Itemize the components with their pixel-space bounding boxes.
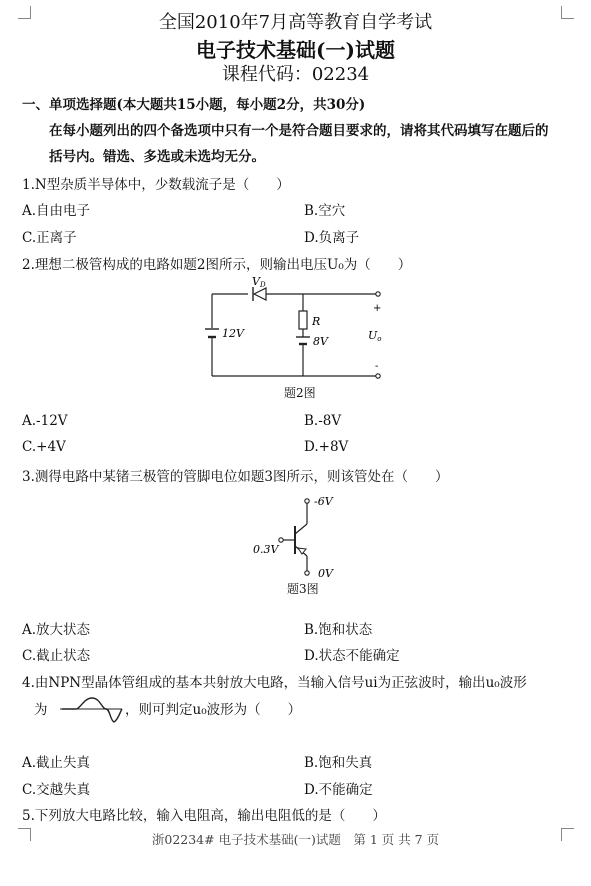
output-terminal-bottom — [376, 374, 380, 378]
question-4-option-c: C.交越失真 — [22, 782, 91, 798]
figure-2-caption: 题2图 — [284, 386, 316, 400]
resistor-icon — [299, 311, 307, 329]
question-4-stem: 4.由NPN型晶体管组成的基本共射放大电路，当输入信号ui为正弦波时，输出u₀波形 — [22, 675, 527, 691]
question-4-stem-prefix: 为 — [34, 702, 48, 718]
question-5-stem: 5.下列放大电路比较，输入电阻高，输出电阻低的是（ ） — [22, 808, 386, 824]
emitter-arrow-icon — [298, 548, 306, 554]
section-heading: 一、单项选择题(本大题共15小题，每小题2分，共30分) — [22, 97, 366, 113]
question-4-option-a: A.截止失真 — [22, 755, 91, 771]
collector-voltage-label: -6V — [314, 495, 333, 508]
question-1-stem: 1.N型杂质半导体中，少数载流子是（ ） — [22, 177, 290, 193]
question-1-option-a: A.自由电子 — [22, 203, 91, 219]
question-3-stem: 3.测得电路中某锗三极管的管脚电位如题3图所示，则该管处在（ ） — [22, 469, 449, 485]
course-title: 电子技术基础(一)试题 — [196, 38, 395, 62]
page-footer: 浙02234# 电子技术基础(一)试题 第 1 页 共 7 页 — [151, 832, 440, 847]
output-voltage-label: Uo — [368, 329, 382, 343]
question-3-option-a: A.放大状态 — [22, 622, 91, 638]
figure-3-caption: 题3图 — [287, 582, 319, 596]
question-1-option-c: C.正离子 — [22, 230, 77, 246]
battery-12v-label: 12V — [222, 327, 244, 340]
question-3-option-b: B.饱和状态 — [304, 622, 373, 638]
question-2-option-a: A.-12V — [22, 413, 68, 429]
question-2-stem: 2.理想二极管构成的电路如题2图所示，则输出电压U₀为（ ） — [22, 257, 412, 273]
instruction-line-2: 括号内。错选、多选或未选均无分。 — [49, 149, 265, 165]
output-terminal-top — [376, 292, 380, 296]
base-terminal — [279, 538, 283, 542]
diode-icon — [254, 288, 266, 300]
exam-title: 全国2010年7月高等教育自学考试 — [158, 12, 433, 33]
instruction-line-1: 在每小题列出的四个备选项中只有一个是符合题目要求的，请将其代码填写在题后的 — [49, 123, 549, 139]
base-voltage-label: 0.3V — [253, 543, 279, 556]
diode-label: VD — [252, 275, 266, 289]
question-2-option-c: C.+4V — [22, 439, 66, 455]
question-4-option-d: D.不能确定 — [304, 782, 373, 798]
question-3-option-d: D.状态不能确定 — [304, 648, 400, 664]
emitter-voltage-label: 0V — [318, 567, 333, 580]
question-1-option-b: B.空穴 — [304, 203, 346, 219]
question-1-option-d: D.负离子 — [304, 230, 360, 246]
emitter-terminal — [305, 571, 309, 575]
question-4-option-b: B.饱和失真 — [304, 755, 373, 771]
course-code: 课程代码：02234 — [221, 64, 370, 85]
question-3-option-c: C.截止状态 — [22, 648, 91, 664]
battery-8v-label: 8V — [313, 335, 328, 348]
collector-junction — [295, 524, 307, 534]
output-minus-sign: - — [375, 361, 379, 372]
waveform-curve — [62, 698, 122, 722]
figure-3-transistor — [245, 490, 365, 590]
resistor-label: R — [312, 315, 321, 328]
collector-terminal — [305, 499, 309, 503]
question-2-option-b: B.-8V — [304, 413, 342, 429]
clipped-sine-waveform-icon — [58, 694, 126, 728]
output-plus-sign: + — [373, 303, 382, 314]
question-4-stem-suffix: ，则可判定u₀波形为（ ） — [125, 702, 302, 718]
question-2-option-d: D.+8V — [304, 439, 349, 455]
